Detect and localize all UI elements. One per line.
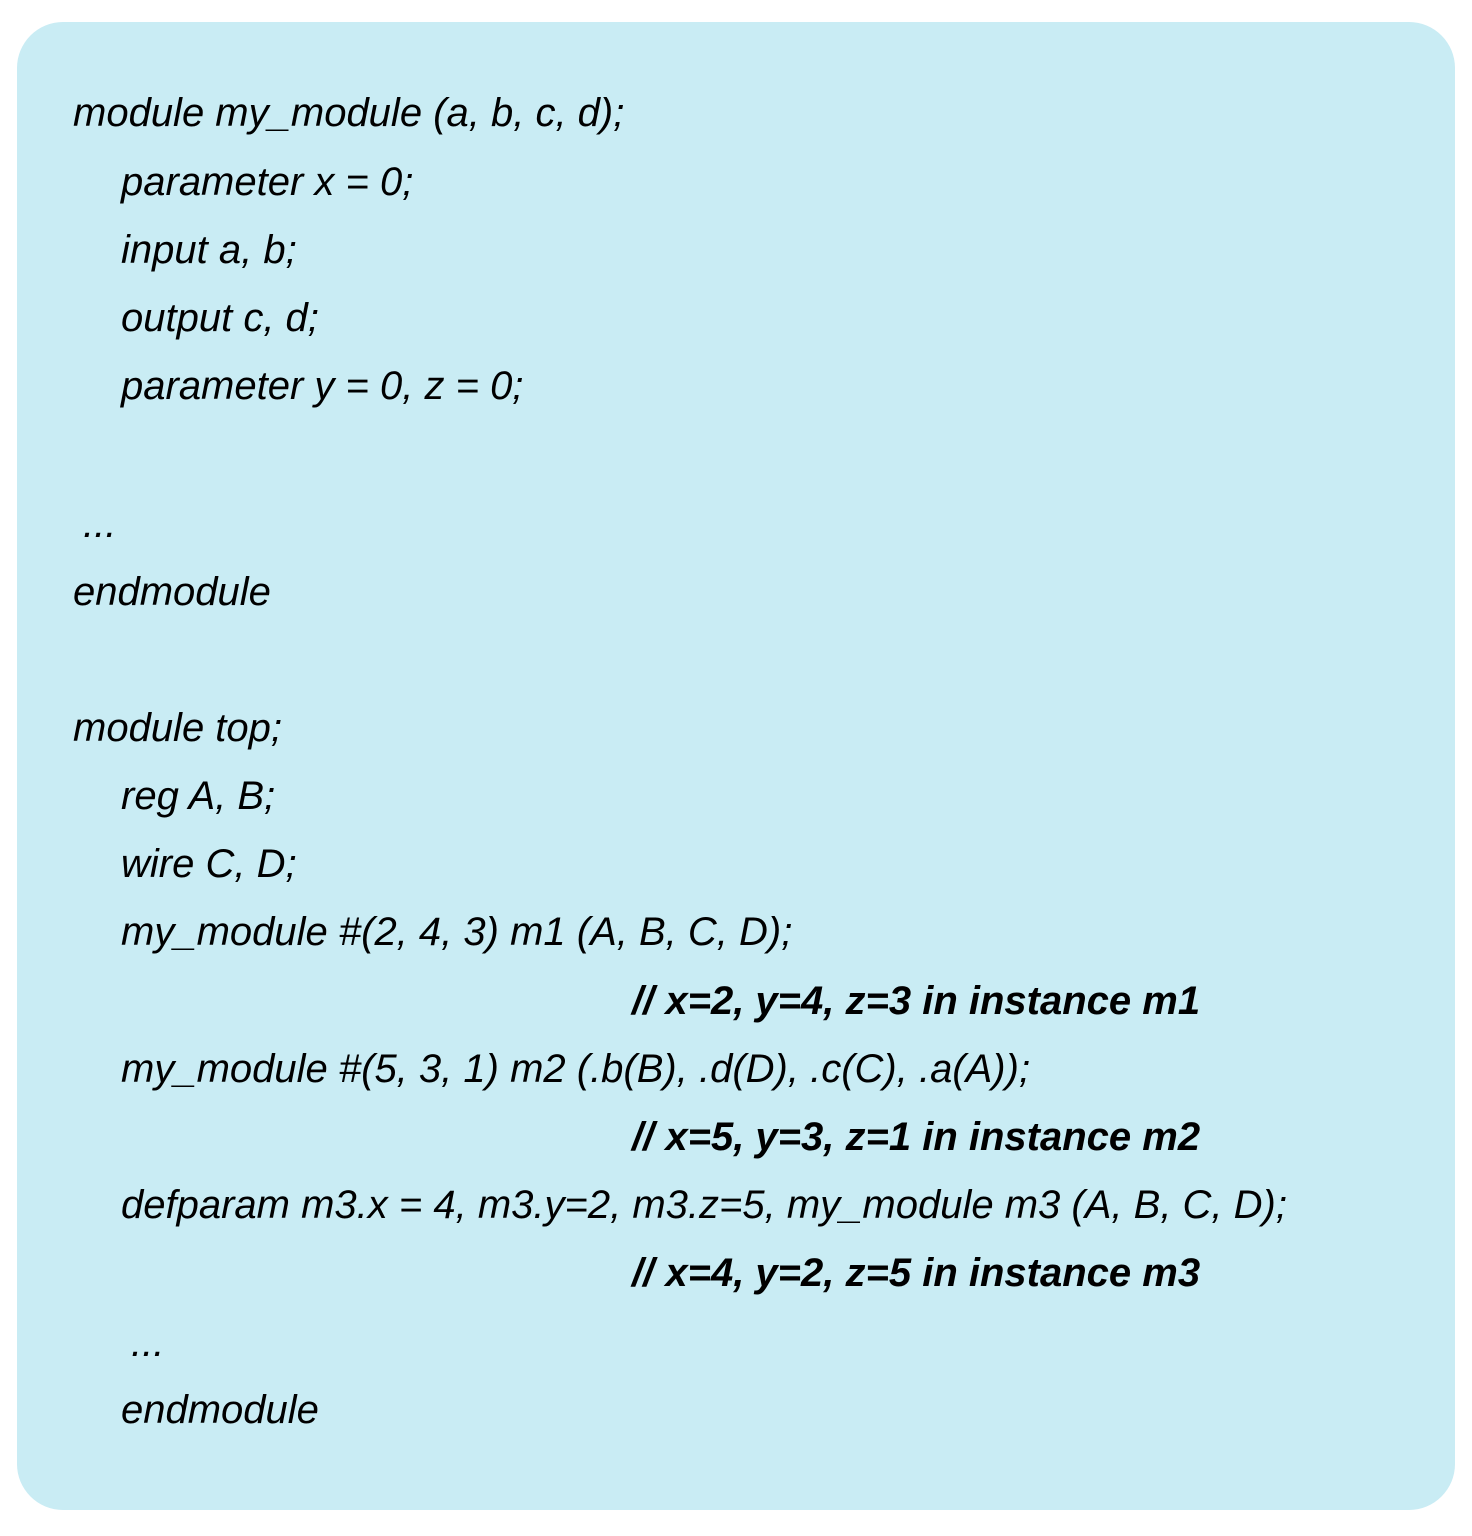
code-line-ellipsis: ... [83,502,117,546]
code-line-endmodule: endmodule [121,1388,319,1432]
code-line-reg: reg A, B; [121,774,276,818]
code-panel [17,22,1455,1510]
code-line-module-header: module my_module (a, b, c, d); [73,91,625,135]
code-line-module-top: module top; [73,706,283,750]
code-line-instance-m1: my_module #(2, 4, 3) m1 (A, B, C, D); [121,910,793,954]
code-line-parameter-x: parameter x = 0; [121,160,414,204]
code-line-instance-m2: my_module #(5, 3, 1) m2 (.b(B), .d(D), .c(C), .a(A)); [121,1047,1031,1091]
code-line-parameter-yz: parameter y = 0, z = 0; [121,364,524,408]
code-line-ellipsis: ... [131,1321,165,1365]
code-line-defparam-m3: defparam m3.x = 4, m3.y=2, m3.z=5, my_module m3 (A, B, C, D); [121,1183,1287,1227]
code-line-input: input a, b; [121,228,297,272]
code-comment-m2: // x=5, y=3, z=1 in instance m2 [632,1115,1201,1159]
code-comment-m1: // x=2, y=4, z=3 in instance m1 [632,979,1201,1023]
code-comment-m3: // x=4, y=2, z=5 in instance m3 [632,1251,1201,1295]
code-line-wire: wire C, D; [121,842,297,886]
code-line-endmodule: endmodule [73,570,271,614]
code-line-output: output c, d; [121,296,319,340]
